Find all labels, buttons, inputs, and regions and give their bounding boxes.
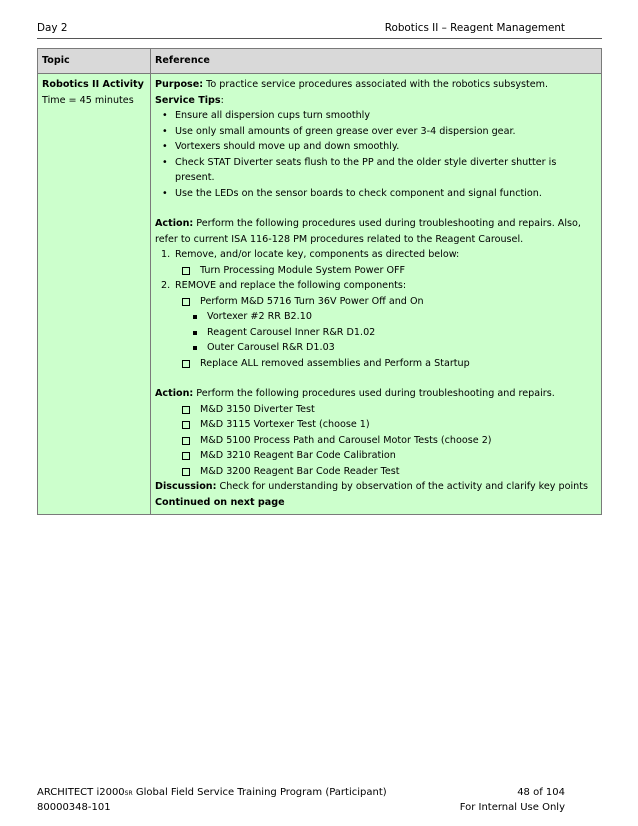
footer-program-text: Global Field Service Training Program (Participant) bbox=[132, 787, 387, 798]
action-2 bbox=[155, 386, 597, 402]
header-title: Robotics II – Reagent Management bbox=[384, 22, 565, 34]
step-text: REMOVE and replace the following components: bbox=[175, 280, 407, 291]
purpose-text: To practice service procedures associated with the robotics subsystem. bbox=[203, 79, 549, 90]
page-footer bbox=[37, 785, 565, 815]
step-1 bbox=[155, 247, 597, 263]
column-header-reference: Reference bbox=[151, 49, 602, 74]
checkbox-item: M&D 3115 Vortexer Test (choose 1) bbox=[155, 417, 597, 433]
column-header-topic: Topic bbox=[38, 49, 151, 74]
footer-product-sub: SR bbox=[124, 790, 133, 797]
footer-notice: For Internal Use Only bbox=[459, 802, 565, 813]
tip-item: • Vortexers should move up and down smoothly. bbox=[155, 139, 597, 155]
checkbox-item: Replace ALL removed assemblies and Perform a Startup bbox=[155, 356, 597, 372]
page-header bbox=[37, 22, 602, 38]
reference-cell bbox=[151, 74, 602, 515]
footer-program bbox=[37, 787, 387, 798]
sub-item: Vortexer #2 RR B2.10 bbox=[155, 309, 597, 325]
purpose-label: Purpose: bbox=[155, 79, 204, 90]
sub-item: Reagent Carousel Inner R&R D1.02 bbox=[155, 325, 597, 341]
tip-item: • Ensure all dispersion cups turn smoothly bbox=[155, 108, 597, 124]
step-2 bbox=[155, 278, 597, 294]
table-row bbox=[38, 74, 602, 515]
spacer bbox=[155, 371, 597, 386]
checkbox-item: Turn Processing Module System Power OFF bbox=[155, 263, 597, 279]
purpose-line bbox=[155, 77, 597, 93]
topic-time: Time = 45 minutes bbox=[42, 94, 134, 106]
service-tips-heading bbox=[155, 93, 597, 109]
tip-item: • Use the LEDs on the sensor boards to check component and signal function. bbox=[155, 186, 597, 202]
step-number: 1. bbox=[161, 249, 171, 260]
discussion bbox=[155, 479, 597, 495]
checkbox-item: M&D 3210 Reagent Bar Code Calibration bbox=[155, 448, 597, 464]
activity-table bbox=[37, 48, 602, 515]
discussion-text: Check for understanding by observation of the activity and clarify key points bbox=[216, 481, 588, 492]
footer-page-number: 48 of 104 bbox=[517, 787, 565, 798]
step-number: 2. bbox=[161, 280, 171, 291]
action-1 bbox=[155, 216, 597, 247]
footer-product: ARCHITECT i2000 bbox=[37, 787, 125, 798]
spacer bbox=[155, 201, 597, 216]
action-text: Perform the following procedures used during troubleshooting and repairs. Also, refer to current ISA 116-128 PM procedures related to the Reagent Carousel. bbox=[155, 218, 581, 245]
topic-title: Robotics II Activity bbox=[42, 79, 144, 90]
sub-item: Outer Carousel R&R D1.03 bbox=[155, 340, 597, 356]
header-rule bbox=[37, 38, 602, 39]
topic-cell bbox=[38, 74, 151, 515]
discussion-label: Discussion: bbox=[155, 481, 217, 492]
footer-doc-number: 80000348-101 bbox=[37, 802, 111, 813]
header-day: Day 2 bbox=[37, 22, 68, 34]
checkbox-item: M&D 3150 Diverter Test bbox=[155, 402, 597, 418]
checkbox-item: M&D 3200 Reagent Bar Code Reader Test bbox=[155, 464, 597, 480]
checkbox-item: M&D 5100 Process Path and Carousel Motor Tests (choose 2) bbox=[155, 433, 597, 449]
table-header-row bbox=[38, 49, 602, 74]
service-tips-label: Service Tips bbox=[155, 94, 221, 106]
service-tips-colon: : bbox=[220, 94, 224, 106]
action-label: Action: bbox=[155, 218, 194, 229]
continued-note: Continued on next page bbox=[155, 496, 285, 508]
checkbox-item: Perform M&D 5716 Turn 36V Power Off and On bbox=[155, 294, 597, 310]
tip-item: • Use only small amounts of green grease over ever 3-4 dispersion gear. bbox=[155, 124, 597, 140]
action-text: Perform the following procedures used during troubleshooting and repairs. bbox=[193, 388, 555, 399]
step-text: Remove, and/or locate key, components as directed below: bbox=[175, 249, 460, 260]
action-label: Action: bbox=[155, 388, 194, 399]
tip-item: • Check STAT Diverter seats flush to the PP and the older style diverter shutter is present. bbox=[155, 155, 597, 186]
